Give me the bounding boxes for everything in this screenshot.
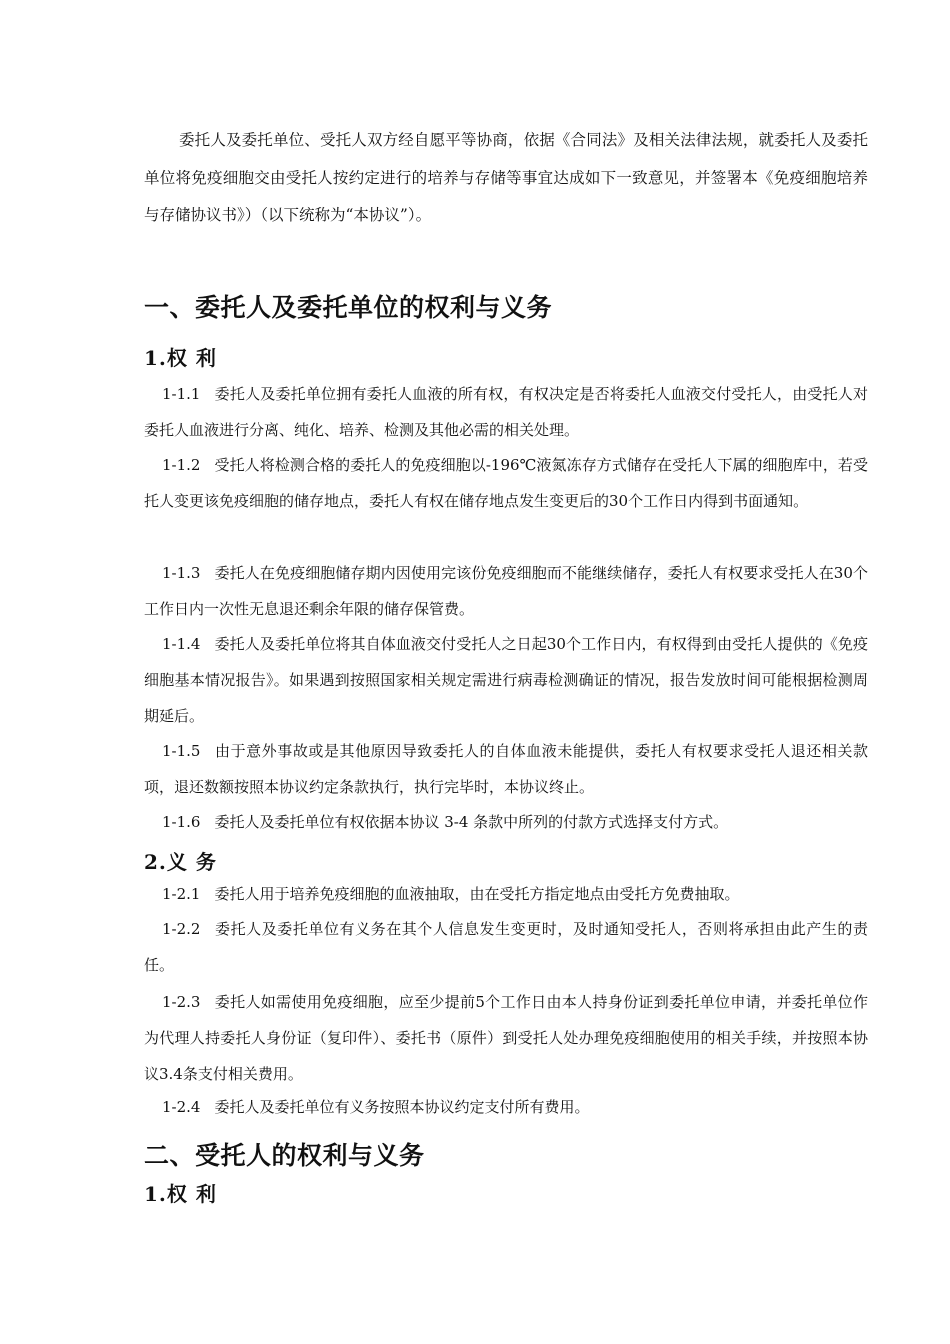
- clause-text: 委托人及委托单位有义务按照本协议约定支付所有费用。: [214, 1098, 590, 1116]
- clause-1-2-2: [144, 911, 868, 983]
- clause-number: 1-1.2: [162, 456, 201, 474]
- clause-1-1-1: [144, 376, 868, 448]
- intro-paragraph: 委托人及委托单位、受托人双方经自愿平等协商，依据《合同法》及相关法律法规，就委托人及委托单位将免疫细胞交由受托人按约定进行的培养与存储等事宜达成如下一致意见，并签署本《免疫细胞培养与存储协议书》）（以下统称为“本协议”）。: [144, 131, 868, 224]
- clause-number: 1-2.2: [162, 920, 201, 938]
- clause-1-1-2: [144, 447, 868, 519]
- clause-text: 受托人将检测合格的委托人的免疫细胞以-196℃液氮冻存方式储存在受托人下属的细胞库中，若受托人变更该免疫细胞的储存地点，委托人有权在储存地点发生变更后的30个工作日内得到书面通知。: [144, 456, 868, 510]
- clause-number: 1-1.3: [162, 564, 201, 582]
- clause-number: 1-2.1: [162, 885, 201, 903]
- clause-1-1-6: [144, 804, 868, 840]
- clause-1-1-3: [144, 555, 868, 627]
- clause-text: 委托人如需使用免疫细胞，应至少提前5个工作日由本人持身份证到委托单位申请，并委托单位作为代理人持委托人身份证（复印件）、委托书（原件）到受托人处办理免疫细胞使用的相关手续，并按照本协议3.4条支付相关费用。: [144, 993, 868, 1083]
- clause-number: 1-2.4: [162, 1098, 201, 1116]
- section1-rights-title: 1.权 利: [144, 346, 217, 370]
- clause-text: 委托人及委托单位将其自体血液交付受托人之日起30个工作日内，有权得到由受托人提供的《免疫细胞基本情况报告》。如果遇到按照国家相关规定需进行病毒检测确证的情况，报告发放时间可能根据检测周期延后。: [144, 635, 868, 725]
- section2-title: 二、受托人的权利与义务: [144, 1141, 425, 1170]
- clause-number: 1-1.6: [162, 813, 201, 831]
- clause-text: 委托人及委托单位有权依据本协议 3-4 条款中所列的付款方式选择支付方式。: [214, 813, 729, 831]
- clause-1-1-4: [144, 626, 868, 734]
- clause-text: 委托人用于培养免疫细胞的血液抽取，由在受托方指定地点由受托方免费抽取。: [214, 885, 740, 903]
- clause-1-2-4: [144, 1089, 868, 1125]
- clause-number: 1-1.1: [162, 385, 201, 403]
- clause-1-1-5: [144, 733, 868, 805]
- clause-1-2-1: [144, 876, 868, 912]
- section1-title: 一、委托人及委托单位的权利与义务: [144, 293, 553, 322]
- clause-text: 由于意外事故或是其他原因导致委托人的自体血液未能提供，委托人有权要求受托人退还相关款项，退还数额按照本协议约定条款执行，执行完毕时，本协议终止。: [144, 742, 868, 796]
- section2-rights-title: 1.权 利: [144, 1182, 217, 1206]
- section1-duties-title: 2.义 务: [144, 850, 217, 874]
- clause-text: 委托人及委托单位拥有委托人血液的所有权，有权决定是否将委托人血液交付受托人，由受托人对委托人血液进行分离、纯化、培养、检测及其他必需的相关处理。: [144, 385, 868, 439]
- clause-text: 委托人及委托单位有义务在其个人信息发生变更时，及时通知受托人，否则将承担由此产生的责任。: [144, 920, 868, 974]
- clause-number: 1-1.5: [162, 742, 201, 760]
- clause-text: 委托人在免疫细胞储存期内因使用完该份免疫细胞而不能继续储存，委托人有权要求受托人在30个工作日内一次性无息退还剩余年限的储存保管费。: [144, 564, 868, 618]
- clause-1-2-3: [144, 984, 868, 1092]
- clause-number: 1-2.3: [162, 993, 201, 1011]
- clause-number: 1-1.4: [162, 635, 201, 653]
